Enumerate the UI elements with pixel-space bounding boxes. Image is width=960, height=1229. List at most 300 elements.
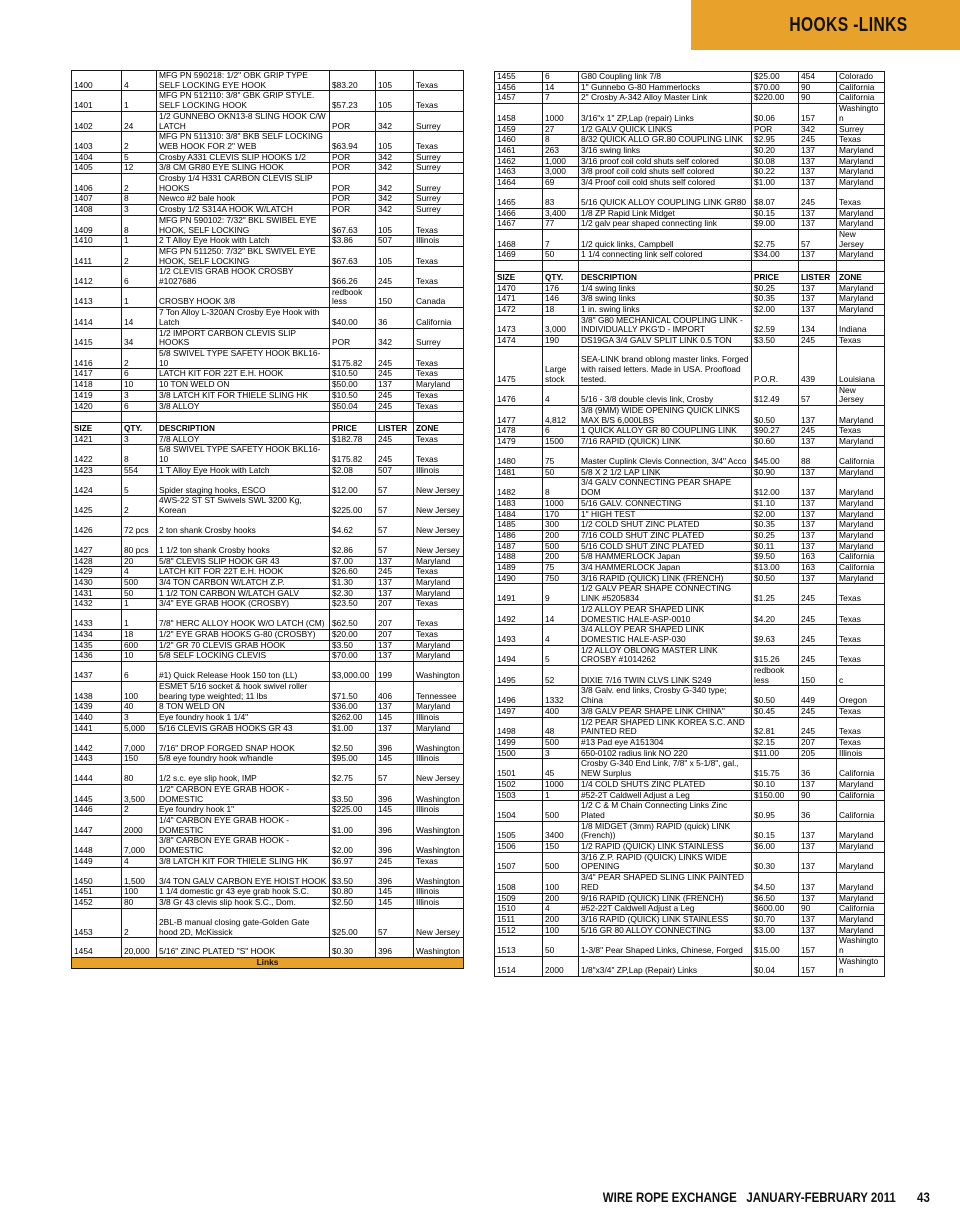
zone-cell: Washington <box>414 938 464 958</box>
listing-row <box>495 842 885 853</box>
qty-cell: Large stock <box>543 346 579 385</box>
price-cell: $67.63 <box>330 246 376 266</box>
qty-cell: 48 <box>543 717 579 737</box>
price-cell: $2.75 <box>330 765 376 785</box>
listing-row <box>72 836 464 856</box>
lister-cell: 245 <box>799 645 837 665</box>
size-cell: 1513 <box>495 936 543 956</box>
zone-cell: Surrey <box>414 163 464 174</box>
qty-cell: 2 <box>122 246 157 266</box>
listing-row <box>495 104 885 124</box>
listing-row <box>495 666 885 686</box>
price-cell: $25.00 <box>330 908 376 937</box>
zone-cell: Texas <box>414 390 464 401</box>
zone-cell: Maryland <box>837 821 885 841</box>
listing-row <box>72 236 464 247</box>
price-cell: POR <box>330 174 376 194</box>
price-cell: $0.35 <box>752 294 799 305</box>
description-cell: 1 QUICK ALLOY GR 80 COUPLING LINK <box>579 426 752 437</box>
size-cell: 1464 <box>495 178 543 189</box>
listing-row <box>495 315 885 335</box>
listing-row <box>495 779 885 790</box>
lister-cell: 406 <box>376 681 414 701</box>
lister-cell: 105 <box>376 215 414 235</box>
listing-row <box>72 713 464 724</box>
size-cell: 1482 <box>495 478 543 498</box>
lister-cell: 137 <box>799 178 837 189</box>
qty-cell: 1000 <box>543 498 579 509</box>
listing-row <box>495 541 885 552</box>
lister-cell: 137 <box>799 873 837 893</box>
price-cell: $1.00 <box>330 723 376 734</box>
zone-cell: Illinois <box>837 748 885 759</box>
lister-cell: 396 <box>376 734 414 754</box>
listing-row <box>495 437 885 448</box>
column-header: QTY. <box>543 271 579 283</box>
qty-cell: 2 <box>122 174 157 194</box>
zone-cell: Maryland <box>837 178 885 189</box>
qty-cell: 750 <box>543 573 579 584</box>
qty-cell: 3400 <box>543 821 579 841</box>
description-cell: Master Cuplink Clevis Connection, 3/4" Acco <box>579 447 752 467</box>
description-cell: 3/8" G80 MECHANICAL COUPLING LINK - INDIVIDUALLY PKG'D - IMPORT <box>579 315 752 335</box>
zone-cell <box>414 412 464 422</box>
size-cell: 1431 <box>72 588 122 599</box>
size-cell: 1446 <box>72 805 122 816</box>
price-cell: $220.00 <box>752 93 799 104</box>
lister-cell: 137 <box>799 250 837 261</box>
size-cell: 1424 <box>72 476 122 496</box>
qty-cell: 1,000 <box>543 156 579 167</box>
price-cell: POR <box>330 205 376 216</box>
price-cell: POR <box>330 111 376 131</box>
listing-row <box>495 230 885 250</box>
zone-cell: Texas <box>414 567 464 578</box>
zone-cell: Maryland <box>414 702 464 713</box>
listing-row <box>72 215 464 235</box>
description-cell: 3/8 ALLOY <box>157 401 330 412</box>
size-cell: 1495 <box>495 666 543 686</box>
zone-cell: Colorado <box>837 72 885 83</box>
zone-cell: Texas <box>837 188 885 208</box>
price-cell: $3,000.00 <box>330 662 376 682</box>
listing-row <box>72 898 464 909</box>
description-cell: 3/16 RAPID (QUICK) LINK STAINLESS <box>579 914 752 925</box>
price-cell: $67.63 <box>330 215 376 235</box>
qty-cell: 50 <box>543 250 579 261</box>
qty-cell: 1 <box>543 790 579 801</box>
listing-row <box>72 723 464 734</box>
listing-row <box>72 328 464 348</box>
listing-row <box>72 163 464 174</box>
description-cell: 2BL-B manual closing gate-Golden Gate hood 2D, McKissick <box>157 908 330 937</box>
qty-cell: 150 <box>543 842 579 853</box>
size-cell: 1414 <box>72 308 122 328</box>
price-cell: $11.00 <box>752 748 799 759</box>
qty-cell: 8 <box>543 135 579 146</box>
qty-cell: 6 <box>543 72 579 83</box>
lister-cell: 57 <box>376 516 414 536</box>
price-cell: $600.00 <box>752 904 799 915</box>
size-cell: 1403 <box>72 132 122 152</box>
listing-row <box>72 938 464 958</box>
zone-cell: Maryland <box>837 250 885 261</box>
lister-cell: 137 <box>799 852 837 872</box>
zone-cell: Tennessee <box>414 681 464 701</box>
zone-cell: Illinois <box>414 236 464 247</box>
price-cell: $182.78 <box>330 434 376 445</box>
listing-row <box>495 82 885 93</box>
zone-cell: Texas <box>837 426 885 437</box>
qty-cell: 100 <box>122 681 157 701</box>
price-cell: $225.00 <box>330 805 376 816</box>
description-cell: 5/16 - 3/8 double clevis link, Crosby <box>579 385 752 405</box>
zone-cell: Maryland <box>837 893 885 904</box>
zone-cell: Texas <box>837 135 885 146</box>
zone-cell: Texas <box>414 91 464 111</box>
size-cell: 1468 <box>495 230 543 250</box>
description-cell: SEA-LINK brand oblong master links. Forged with raised letters. Made in USA. Proofload tested. <box>579 346 752 385</box>
price-cell: $70.00 <box>330 651 376 662</box>
description-cell: 3/8 (9MM) WIDE OPENING QUICK LINKS MAX B/S 6,000LBS <box>579 406 752 426</box>
description-cell: 5/16 QUICK ALLOY COUPLING LINK GR80 <box>579 188 752 208</box>
size-cell: 1429 <box>72 567 122 578</box>
zone-cell: Texas <box>414 132 464 152</box>
qty-cell: 200 <box>543 552 579 563</box>
qty-cell: 8 <box>122 215 157 235</box>
qty-cell: 80 <box>122 765 157 785</box>
price-cell: $0.30 <box>330 938 376 958</box>
lister-cell: 137 <box>376 723 414 734</box>
description-cell: 7 Ton Alloy L-320AN Crosby Eye Hook with Latch <box>157 308 330 328</box>
listing-row <box>72 908 464 937</box>
column-header: LISTER <box>799 271 837 283</box>
lister-cell: 145 <box>376 887 414 898</box>
listing-row <box>72 536 464 556</box>
listing-row <box>495 156 885 167</box>
qty-cell: 18 <box>543 304 579 315</box>
listing-row <box>495 124 885 135</box>
listing-row <box>495 759 885 779</box>
lister-cell: 57 <box>376 765 414 785</box>
description-cell: 1/4 swing links <box>579 283 752 294</box>
column-header-row <box>72 422 464 434</box>
description-cell: 3/16"x 1" ZP,Lap (repair) Links <box>579 104 752 124</box>
zone-cell: Texas <box>837 717 885 737</box>
price-cell: $0.70 <box>752 914 799 925</box>
size-cell: 1498 <box>495 717 543 737</box>
description-cell: 1/2 ALLOY PEAR SHAPED LINK DOMESTIC HALE-ASP-0010 <box>579 604 752 624</box>
qty-cell: 24 <box>122 111 157 131</box>
qty-cell: 14 <box>122 308 157 328</box>
lister-cell: 396 <box>376 938 414 958</box>
description-cell: Newco #2 bale hook <box>157 194 330 205</box>
description-cell: 3/4 TON GALV CARBON EYE HOIST HOOK <box>157 867 330 887</box>
description-cell: #52-22T Caldwell Adjust a Leg <box>579 904 752 915</box>
category-label: Links <box>72 958 464 969</box>
qty-cell: 3,500 <box>122 784 157 804</box>
price-cell: $0.08 <box>752 156 799 167</box>
size-cell: 1483 <box>495 498 543 509</box>
listing-row <box>72 816 464 836</box>
description-cell: 1 1/4 domestic gr 43 eye grab hook S.C. <box>157 887 330 898</box>
column-header: ZONE <box>414 422 464 434</box>
size-cell: 1441 <box>72 723 122 734</box>
qty-cell: 100 <box>543 925 579 936</box>
lister-cell: 137 <box>799 283 837 294</box>
size-cell: 1447 <box>72 816 122 836</box>
description-cell: 7/16" DROP FORGED SNAP HOOK <box>157 734 330 754</box>
listing-row <box>495 717 885 737</box>
zone-cell: Maryland <box>837 573 885 584</box>
lister-cell: 163 <box>799 563 837 574</box>
price-cell: $2.59 <box>752 315 799 335</box>
lister-cell: 36 <box>376 308 414 328</box>
lister-cell: 245 <box>376 267 414 287</box>
size-cell: 1445 <box>72 784 122 804</box>
lister-cell: 507 <box>376 236 414 247</box>
listing-row <box>495 188 885 208</box>
lister-cell: 150 <box>376 287 414 307</box>
price-cell: $0.60 <box>752 437 799 448</box>
listing-row <box>495 625 885 645</box>
qty-cell: 7,000 <box>122 734 157 754</box>
column-header: QTY. <box>122 422 157 434</box>
qty-cell: 4 <box>122 567 157 578</box>
description-cell: Spider staging hooks, ESCO <box>157 476 330 496</box>
lister-cell: 137 <box>799 208 837 219</box>
description-cell: 1 1/2 TON CARBON W/LATCH GALV <box>157 588 330 599</box>
zone-cell: Texas <box>414 215 464 235</box>
qty-cell: 8 <box>122 445 157 465</box>
listing-row <box>495 93 885 104</box>
zone-cell: Washington <box>837 104 885 124</box>
price-cell: $225.00 <box>330 496 376 516</box>
lister-cell: 57 <box>376 908 414 937</box>
qty-cell: 3,400 <box>543 208 579 219</box>
description-cell: 3/8 CM GR80 EYE SLING HOOK <box>157 163 330 174</box>
lister-cell: 245 <box>376 401 414 412</box>
publication-name: WIRE ROPE EXCHANGE <box>602 1189 737 1205</box>
lister-cell: 150 <box>799 666 837 686</box>
zone-cell: Texas <box>837 604 885 624</box>
lister-cell: 137 <box>376 380 414 391</box>
size-cell: 1474 <box>495 336 543 347</box>
price-cell: POR <box>330 163 376 174</box>
price-cell: $2.30 <box>330 588 376 599</box>
listing-row <box>495 925 885 936</box>
qty-cell: 10 <box>122 651 157 662</box>
lister-cell: 57 <box>799 230 837 250</box>
qty-cell: 77 <box>543 219 579 230</box>
qty-cell: 6 <box>122 369 157 380</box>
listing-row <box>72 152 464 163</box>
description-cell: 5/16 CLEVIS GRAB HOOKS GR 43 <box>157 723 330 734</box>
price-cell: $12.00 <box>752 478 799 498</box>
lister-cell: 105 <box>376 246 414 266</box>
listing-row <box>72 765 464 785</box>
price-cell: $13.00 <box>752 563 799 574</box>
price-cell: $0.25 <box>752 283 799 294</box>
qty-cell: 5 <box>122 152 157 163</box>
qty-cell: 9 <box>543 584 579 604</box>
price-cell: $7.00 <box>330 556 376 567</box>
price-cell: $6.97 <box>330 856 376 867</box>
zone-cell: New Jersey <box>414 496 464 516</box>
description-cell: 3/8 LATCH KIT FOR THIELE SLING HK <box>157 856 330 867</box>
lister-cell: 396 <box>376 867 414 887</box>
description-cell: 1/8 ZP Rapid Link Midget <box>579 208 752 219</box>
price-cell: $23.50 <box>330 599 376 610</box>
description-cell: 5/8 SWIVEL TYPE SAFETY HOOK BKL16-10 <box>157 348 330 368</box>
description-cell: MFG PN 511250: 7/32" BKL SWIVEL EYE HOOK, SELF LOCKING <box>157 246 330 266</box>
lister-cell: 342 <box>376 111 414 131</box>
description-cell: MFG PN 512110: 3/8" GBK GRIP STYLE. SELF LOCKING HOOK <box>157 91 330 111</box>
description-cell: 1 1/2 ton shank Crosby hooks <box>157 536 330 556</box>
zone-cell: New Jersey <box>414 765 464 785</box>
qty-cell: 500 <box>543 737 579 748</box>
listing-row <box>495 406 885 426</box>
qty-cell: 80 <box>122 898 157 909</box>
lister-cell: 396 <box>376 836 414 856</box>
description-cell: 3/8 Galv. end links, Crosby G-340 type; China <box>579 686 752 706</box>
zone-cell: Surrey <box>837 124 885 135</box>
size-cell: 1491 <box>495 584 543 604</box>
column-header: SIZE <box>495 271 543 283</box>
listing-row <box>495 852 885 872</box>
description-cell: 1/2 s.c. eye slip hook, IMP <box>157 765 330 785</box>
zone-cell: California <box>837 790 885 801</box>
size-cell: 1496 <box>495 686 543 706</box>
qty-cell: 5 <box>122 476 157 496</box>
listing-row <box>495 737 885 748</box>
zone-cell: Maryland <box>837 852 885 872</box>
lister-cell: 134 <box>799 315 837 335</box>
size-cell: 1478 <box>495 426 543 437</box>
price-cell: $1.00 <box>752 178 799 189</box>
price-cell: POR <box>330 152 376 163</box>
description-cell: 2" Crosby A-342 Alloy Master Link <box>579 93 752 104</box>
qty-cell: 50 <box>543 467 579 478</box>
zone-cell: Maryland <box>414 723 464 734</box>
listing-row <box>72 445 464 465</box>
lister-cell: 90 <box>799 82 837 93</box>
size-cell: 1437 <box>72 662 122 682</box>
lister-cell: 137 <box>376 702 414 713</box>
page-number: 43 <box>917 1189 930 1205</box>
listing-row <box>495 706 885 717</box>
size-cell: 1457 <box>495 93 543 104</box>
zone-cell: Maryland <box>837 914 885 925</box>
qty-cell: 80 pcs <box>122 536 157 556</box>
price-cell: $0.10 <box>752 779 799 790</box>
size-cell: 1502 <box>495 779 543 790</box>
qty-cell: 27 <box>543 124 579 135</box>
zone-cell: Maryland <box>837 219 885 230</box>
lister-cell: 342 <box>376 163 414 174</box>
listing-row <box>72 401 464 412</box>
listing-row <box>72 629 464 640</box>
size-cell: 1493 <box>495 625 543 645</box>
lister-cell: 137 <box>799 294 837 305</box>
price-cell: $0.50 <box>752 406 799 426</box>
qty-cell: 12 <box>122 163 157 174</box>
zone-cell: Maryland <box>837 509 885 520</box>
price-cell: $66.26 <box>330 267 376 287</box>
zone-cell: Texas <box>414 246 464 266</box>
lister-cell: 137 <box>799 509 837 520</box>
lister-cell: 245 <box>376 856 414 867</box>
zone-cell: California <box>837 552 885 563</box>
zone-cell: Illinois <box>414 805 464 816</box>
qty-cell: 69 <box>543 178 579 189</box>
listing-row <box>72 111 464 131</box>
lister-cell: 57 <box>376 536 414 556</box>
qty-cell: 1 <box>122 599 157 610</box>
description-cell <box>157 412 330 422</box>
lister-cell: 245 <box>376 369 414 380</box>
price-cell: $3.86 <box>330 236 376 247</box>
listing-row <box>72 754 464 765</box>
description-cell: 1-3/8" Pear Shaped Links, Chinese, Forged <box>579 936 752 956</box>
size-cell: 1512 <box>495 925 543 936</box>
lister-cell: 342 <box>376 152 414 163</box>
size-cell: 1500 <box>495 748 543 759</box>
listing-row <box>495 467 885 478</box>
listing-row <box>495 686 885 706</box>
lister-cell: 145 <box>376 754 414 765</box>
price-cell <box>330 412 376 422</box>
qty-cell: 1 <box>122 610 157 630</box>
qty-cell: 500 <box>543 801 579 821</box>
description-cell: Crosby G-340 End Link, 7/8" x 5-1/8", gal., NEW Surplus <box>579 759 752 779</box>
description-cell: 1 1/4 connecting link self colored <box>579 250 752 261</box>
size-cell: 1497 <box>495 706 543 717</box>
size-cell: 1504 <box>495 801 543 821</box>
size-cell: 1487 <box>495 541 543 552</box>
size-cell: 1463 <box>495 167 543 178</box>
description-cell: 1/8"x3/4" ZP,Lap (Repair) Links <box>579 956 752 976</box>
description-cell: 7/8" HERC ALLOY HOOK W/O LATCH (CM) <box>157 610 330 630</box>
size-cell <box>495 261 543 271</box>
price-cell: $3.50 <box>330 640 376 651</box>
price-cell: $45.00 <box>752 447 799 467</box>
price-cell: $1.25 <box>752 584 799 604</box>
price-cell: $3.00 <box>752 925 799 936</box>
description-cell: 3/8 Gr 43 clevis slip hook S.C., Dom. <box>157 898 330 909</box>
listing-row <box>495 956 885 976</box>
size-cell: 1427 <box>72 536 122 556</box>
price-cell: $0.11 <box>752 541 799 552</box>
zone-cell: Maryland <box>837 530 885 541</box>
price-cell: $0.20 <box>752 145 799 156</box>
qty-cell: 4 <box>543 385 579 405</box>
lister-cell: 90 <box>799 93 837 104</box>
lister-cell: 145 <box>376 713 414 724</box>
qty-cell: 200 <box>543 893 579 904</box>
qty-cell: 6 <box>122 401 157 412</box>
description-cell: G80 Coupling link 7/8 <box>579 72 752 83</box>
description-cell: DS19GA 3/4 GALV SPLIT LINK 0.5 TON <box>579 336 752 347</box>
qty-cell: 52 <box>543 666 579 686</box>
column-header: ZONE <box>837 271 885 283</box>
listing-row <box>495 748 885 759</box>
listing-row <box>495 893 885 904</box>
size-cell: 1443 <box>72 754 122 765</box>
listing-row <box>72 287 464 307</box>
size-cell: 1459 <box>495 124 543 135</box>
zone-cell: Maryland <box>414 588 464 599</box>
